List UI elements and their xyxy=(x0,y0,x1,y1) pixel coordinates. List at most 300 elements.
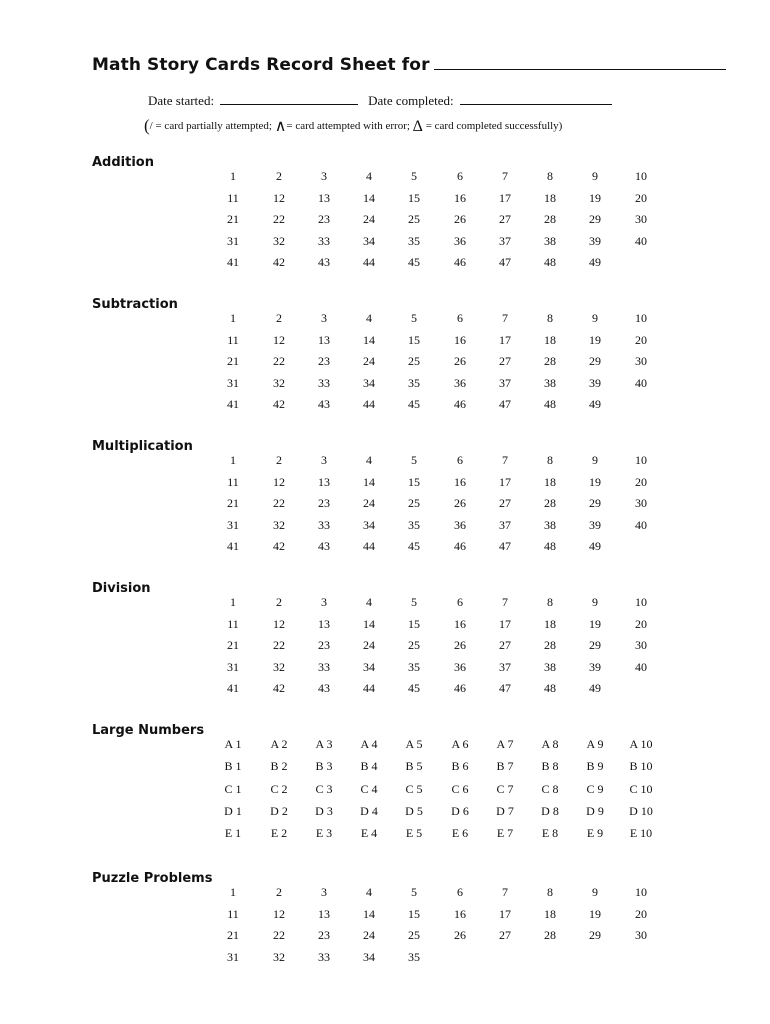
card-number[interactable]: 24 xyxy=(363,496,375,510)
card-number[interactable]: 31 xyxy=(227,517,239,532)
card-number[interactable]: 18 xyxy=(544,906,556,921)
card-number[interactable]: 8 xyxy=(547,311,553,325)
card-number[interactable]: D 4 xyxy=(360,803,378,818)
card-number[interactable]: E 4 xyxy=(360,826,378,841)
card-number[interactable]: 32 xyxy=(273,517,285,532)
card-number[interactable]: E 3 xyxy=(315,826,333,841)
card-number[interactable]: 29 xyxy=(589,496,601,510)
card-number[interactable]: 15 xyxy=(408,616,420,631)
card-number[interactable]: 31 xyxy=(227,233,239,248)
date-completed-blank[interactable] xyxy=(460,92,612,105)
card-number[interactable]: 27 xyxy=(499,638,511,652)
section-title-puzzle-problems: Puzzle Problems xyxy=(92,871,213,886)
card-number[interactable]: 24 xyxy=(363,212,375,226)
card-number[interactable]: 10 xyxy=(635,453,647,467)
card-number[interactable]: 9 xyxy=(592,595,598,609)
card-number[interactable]: 11 xyxy=(227,474,239,489)
card-number[interactable]: 18 xyxy=(544,474,556,489)
card-number[interactable]: 6 xyxy=(457,453,463,467)
card-number[interactable]: 18 xyxy=(544,190,556,205)
card-number[interactable]: 29 xyxy=(589,638,601,652)
date-completed-label: Date completed: xyxy=(368,93,454,108)
card-number[interactable]: 1 xyxy=(230,885,236,899)
legend-slash-text: / = card partially attempted; xyxy=(149,120,272,132)
card-number[interactable]: 36 xyxy=(454,659,466,674)
card-number[interactable]: 18 xyxy=(544,332,556,347)
card-number[interactable]: 20 xyxy=(635,190,647,205)
card-number[interactable]: 3 xyxy=(321,169,327,183)
card-number[interactable]: 42 xyxy=(273,397,285,411)
card-number[interactable]: 49 xyxy=(589,681,601,695)
card-number[interactable]: 48 xyxy=(544,681,556,695)
card-number[interactable]: 20 xyxy=(635,616,647,631)
card-number[interactable]: 15 xyxy=(408,474,420,489)
card-number[interactable]: 30 xyxy=(635,928,647,942)
legend-open-paren: ( xyxy=(144,116,150,135)
card-number[interactable]: A 8 xyxy=(541,737,559,751)
card-number[interactable]: 23 xyxy=(318,638,330,652)
card-number[interactable]: 31 xyxy=(227,375,239,390)
card-number[interactable]: 24 xyxy=(363,638,375,652)
card-number[interactable]: 19 xyxy=(589,332,601,347)
card-number[interactable]: 46 xyxy=(454,397,466,411)
card-number[interactable]: B 6 xyxy=(451,759,469,774)
card-number[interactable]: 39 xyxy=(589,375,601,390)
card-number[interactable]: 33 xyxy=(318,949,330,964)
card-number[interactable]: 2 xyxy=(276,169,282,183)
card-number[interactable]: 39 xyxy=(589,659,601,674)
card-number[interactable]: A 9 xyxy=(586,737,604,751)
card-number[interactable]: 2 xyxy=(276,311,282,325)
card-number[interactable]: 18 xyxy=(544,616,556,631)
card-number[interactable]: 16 xyxy=(454,474,466,489)
card-number[interactable]: 5 xyxy=(411,595,417,609)
card-number[interactable]: 13 xyxy=(318,906,330,921)
card-number[interactable]: 44 xyxy=(363,397,375,411)
card-number[interactable]: 20 xyxy=(635,332,647,347)
section-title-large-numbers: Large Numbers xyxy=(92,723,205,738)
card-number[interactable]: 48 xyxy=(544,397,556,411)
card-number[interactable]: C 4 xyxy=(360,781,378,796)
card-number[interactable]: 1 xyxy=(230,595,236,609)
card-number[interactable]: 42 xyxy=(273,539,285,553)
card-number[interactable]: 45 xyxy=(408,255,420,269)
card-number[interactable]: 1 xyxy=(230,311,236,325)
card-number[interactable]: 23 xyxy=(318,928,330,942)
card-number[interactable]: 38 xyxy=(544,375,556,390)
card-number[interactable]: 7 xyxy=(502,595,508,609)
card-number[interactable]: 17 xyxy=(499,332,511,347)
card-number[interactable]: D 8 xyxy=(541,803,559,818)
card-number[interactable]: 24 xyxy=(363,354,375,368)
card-number[interactable]: B 3 xyxy=(315,759,333,774)
card-number[interactable]: 13 xyxy=(318,474,330,489)
card-number[interactable]: 22 xyxy=(273,354,285,368)
card-number[interactable]: 19 xyxy=(589,474,601,489)
card-number[interactable]: D 2 xyxy=(270,803,288,818)
card-number[interactable]: 16 xyxy=(454,906,466,921)
card-number[interactable]: 15 xyxy=(408,190,420,205)
card-number[interactable]: 36 xyxy=(454,233,466,248)
card-number[interactable]: 7 xyxy=(502,885,508,899)
card-number[interactable]: 31 xyxy=(227,949,239,964)
card-number[interactable]: 11 xyxy=(227,616,239,631)
card-number[interactable]: 32 xyxy=(273,949,285,964)
card-number[interactable]: C 5 xyxy=(405,781,423,796)
legend-caret-text: = card attempted with error; xyxy=(286,120,410,132)
card-number[interactable]: 4 xyxy=(366,169,372,183)
card-number[interactable]: 40 xyxy=(635,375,647,390)
card-number[interactable]: 6 xyxy=(457,311,463,325)
card-number[interactable]: 9 xyxy=(592,453,598,467)
card-number[interactable]: D 1 xyxy=(224,803,242,818)
card-number[interactable]: 5 xyxy=(411,169,417,183)
card-number[interactable]: 25 xyxy=(408,928,420,942)
section-title-addition: Addition xyxy=(92,155,154,170)
card-number[interactable]: 14 xyxy=(363,474,375,489)
card-number[interactable]: 42 xyxy=(273,681,285,695)
caret-icon: ∧ xyxy=(274,118,287,135)
card-number[interactable]: 15 xyxy=(408,332,420,347)
card-number[interactable]: 22 xyxy=(273,928,285,942)
card-number[interactable]: B 2 xyxy=(270,759,288,774)
card-number[interactable]: 48 xyxy=(544,255,556,269)
card-number[interactable]: 25 xyxy=(408,212,420,226)
card-number[interactable]: 44 xyxy=(363,255,375,269)
date-started-label: Date started: xyxy=(148,93,215,108)
card-number[interactable]: 21 xyxy=(227,212,239,226)
card-number[interactable]: 17 xyxy=(499,906,511,921)
card-number[interactable]: 44 xyxy=(363,539,375,553)
card-number[interactable]: A 1 xyxy=(224,737,242,751)
card-number[interactable]: 43 xyxy=(318,255,330,269)
card-number[interactable]: 26 xyxy=(454,638,466,652)
card-number[interactable]: A 10 xyxy=(629,737,653,751)
card-number[interactable]: 11 xyxy=(227,332,239,347)
card-number[interactable]: 11 xyxy=(227,190,239,205)
card-number[interactable]: 14 xyxy=(363,332,375,347)
card-number[interactable]: E 10 xyxy=(629,826,653,841)
card-number[interactable]: A 3 xyxy=(315,737,333,751)
card-number[interactable]: 3 xyxy=(321,311,327,325)
card-number[interactable]: 19 xyxy=(589,616,601,631)
card-number[interactable]: 23 xyxy=(318,212,330,226)
card-number[interactable]: 40 xyxy=(635,233,647,248)
card-number[interactable]: 37 xyxy=(499,233,511,248)
card-number[interactable]: 26 xyxy=(454,354,466,368)
card-number[interactable]: 2 xyxy=(276,453,282,467)
card-number[interactable]: 30 xyxy=(635,496,647,510)
card-number[interactable]: 37 xyxy=(499,517,511,532)
card-number[interactable]: 46 xyxy=(454,681,466,695)
card-number[interactable]: 35 xyxy=(408,659,420,674)
card-number[interactable]: 25 xyxy=(408,496,420,510)
card-number[interactable]: 27 xyxy=(499,928,511,942)
card-number[interactable]: A 7 xyxy=(496,737,514,751)
card-number[interactable]: 4 xyxy=(366,453,372,467)
card-number[interactable]: 48 xyxy=(544,539,556,553)
card-number[interactable]: 26 xyxy=(454,496,466,510)
card-number[interactable]: C 9 xyxy=(586,781,604,796)
card-number[interactable]: C 10 xyxy=(629,781,653,796)
card-number[interactable]: 31 xyxy=(227,659,239,674)
card-number[interactable]: 41 xyxy=(227,681,239,695)
card-number[interactable]: 13 xyxy=(318,190,330,205)
card-number[interactable]: A 5 xyxy=(405,737,423,751)
card-number[interactable]: 38 xyxy=(544,659,556,674)
card-number[interactable]: 7 xyxy=(502,311,508,325)
card-number[interactable]: 2 xyxy=(276,595,282,609)
card-number[interactable]: E 7 xyxy=(496,826,514,841)
card-number[interactable]: 35 xyxy=(408,949,420,964)
card-number[interactable]: D 10 xyxy=(629,803,653,818)
card-number[interactable]: E 6 xyxy=(451,826,469,841)
card-number[interactable]: 12 xyxy=(273,906,285,921)
card-number[interactable]: 10 xyxy=(635,169,647,183)
card-number[interactable]: 35 xyxy=(408,517,420,532)
card-number[interactable]: 21 xyxy=(227,638,239,652)
card-number[interactable]: 35 xyxy=(408,375,420,390)
card-number[interactable]: 28 xyxy=(544,212,556,226)
card-number[interactable]: 23 xyxy=(318,496,330,510)
card-number[interactable]: 33 xyxy=(318,659,330,674)
card-number[interactable]: 49 xyxy=(589,539,601,553)
legend-delta-text: = card completed successfully) xyxy=(425,120,563,132)
card-number[interactable]: 33 xyxy=(318,375,330,390)
card-number[interactable]: 30 xyxy=(635,212,647,226)
card-number[interactable]: 4 xyxy=(366,595,372,609)
card-number[interactable]: 45 xyxy=(408,681,420,695)
card-number[interactable]: 26 xyxy=(454,212,466,226)
card-number[interactable]: 34 xyxy=(363,659,375,674)
card-number[interactable]: 4 xyxy=(366,311,372,325)
card-number[interactable]: 8 xyxy=(547,169,553,183)
card-number[interactable]: 30 xyxy=(635,354,647,368)
card-number[interactable]: 44 xyxy=(363,681,375,695)
card-number[interactable]: 22 xyxy=(273,638,285,652)
card-number[interactable]: 47 xyxy=(499,397,511,411)
card-number[interactable]: 11 xyxy=(227,906,239,921)
card-number[interactable]: 13 xyxy=(318,332,330,347)
card-number[interactable]: 38 xyxy=(544,233,556,248)
card-number[interactable]: B 8 xyxy=(541,759,559,774)
student-name-blank[interactable] xyxy=(434,52,726,70)
card-number[interactable]: 22 xyxy=(273,212,285,226)
card-number[interactable]: 10 xyxy=(635,311,647,325)
card-number[interactable]: B 7 xyxy=(496,759,514,774)
card-number[interactable]: 9 xyxy=(592,885,598,899)
title-text: Math Story Cards Record Sheet for xyxy=(92,55,430,75)
card-number[interactable]: 45 xyxy=(408,539,420,553)
card-number[interactable]: 29 xyxy=(589,354,601,368)
card-number[interactable]: 41 xyxy=(227,539,239,553)
card-number[interactable]: 39 xyxy=(589,517,601,532)
card-number[interactable]: 47 xyxy=(499,255,511,269)
card-number[interactable]: 36 xyxy=(454,517,466,532)
legend xyxy=(144,116,562,136)
card-number[interactable]: 46 xyxy=(454,255,466,269)
card-number[interactable]: 32 xyxy=(273,233,285,248)
card-number[interactable]: A 2 xyxy=(270,737,288,751)
card-number[interactable]: E 1 xyxy=(224,826,242,841)
card-number[interactable]: 46 xyxy=(454,539,466,553)
card-number[interactable]: 28 xyxy=(544,928,556,942)
card-number[interactable]: B 4 xyxy=(360,759,378,774)
card-number[interactable]: 6 xyxy=(457,885,463,899)
card-number[interactable]: E 9 xyxy=(586,826,604,841)
card-number[interactable]: 10 xyxy=(635,595,647,609)
card-number[interactable]: 20 xyxy=(635,474,647,489)
card-number[interactable]: 12 xyxy=(273,332,285,347)
card-number[interactable]: 30 xyxy=(635,638,647,652)
card-number[interactable]: A 6 xyxy=(451,737,469,751)
card-number[interactable]: 27 xyxy=(499,212,511,226)
card-number[interactable]: 19 xyxy=(589,190,601,205)
card-number[interactable]: 43 xyxy=(318,539,330,553)
card-number[interactable]: 7 xyxy=(502,453,508,467)
card-number[interactable]: 16 xyxy=(454,332,466,347)
card-number[interactable]: 26 xyxy=(454,928,466,942)
card-number[interactable]: C 1 xyxy=(224,781,242,796)
card-number[interactable]: 49 xyxy=(589,397,601,411)
card-number[interactable]: 5 xyxy=(411,885,417,899)
card-number[interactable]: E 5 xyxy=(405,826,423,841)
card-number[interactable]: 3 xyxy=(321,595,327,609)
card-number[interactable]: 16 xyxy=(454,190,466,205)
card-number[interactable]: 34 xyxy=(363,949,375,964)
card-number[interactable]: 5 xyxy=(411,311,417,325)
card-number[interactable]: 12 xyxy=(273,474,285,489)
section-title-division: Division xyxy=(92,581,151,596)
card-number[interactable]: 12 xyxy=(273,190,285,205)
card-number[interactable]: 23 xyxy=(318,354,330,368)
card-number[interactable]: 28 xyxy=(544,496,556,510)
card-number[interactable]: 17 xyxy=(499,616,511,631)
card-number[interactable]: 17 xyxy=(499,474,511,489)
card-number[interactable]: E 8 xyxy=(541,826,559,841)
card-number[interactable]: 25 xyxy=(408,638,420,652)
card-number[interactable]: 35 xyxy=(408,233,420,248)
card-number[interactable]: 22 xyxy=(273,496,285,510)
card-number[interactable]: 3 xyxy=(321,453,327,467)
card-number[interactable]: 47 xyxy=(499,681,511,695)
card-number[interactable]: B 1 xyxy=(224,759,242,774)
card-number[interactable]: 6 xyxy=(457,595,463,609)
card-number[interactable]: 42 xyxy=(273,255,285,269)
card-number[interactable]: C 2 xyxy=(270,781,288,796)
card-number[interactable]: 27 xyxy=(499,496,511,510)
delta-icon: Δ xyxy=(412,118,423,135)
card-number[interactable]: 1 xyxy=(230,169,236,183)
card-number[interactable]: 14 xyxy=(363,616,375,631)
card-number[interactable]: 9 xyxy=(592,169,598,183)
card-number[interactable]: 36 xyxy=(454,375,466,390)
card-number[interactable]: 28 xyxy=(544,638,556,652)
card-number[interactable]: 8 xyxy=(547,885,553,899)
card-number[interactable]: 33 xyxy=(318,517,330,532)
card-number[interactable]: 41 xyxy=(227,255,239,269)
card-number[interactable]: D 6 xyxy=(451,803,469,818)
card-number[interactable]: 7 xyxy=(502,169,508,183)
card-number[interactable]: 4 xyxy=(366,885,372,899)
card-number[interactable]: 21 xyxy=(227,354,239,368)
card-number[interactable]: 34 xyxy=(363,375,375,390)
card-number[interactable]: 9 xyxy=(592,311,598,325)
card-number[interactable]: 29 xyxy=(589,212,601,226)
card-number[interactable]: 32 xyxy=(273,659,285,674)
date-line xyxy=(148,92,612,109)
card-number[interactable]: D 3 xyxy=(315,803,333,818)
card-number[interactable]: 41 xyxy=(227,397,239,411)
card-number[interactable]: 33 xyxy=(318,233,330,248)
card-number[interactable]: 19 xyxy=(589,906,601,921)
card-number[interactable]: 6 xyxy=(457,169,463,183)
card-number[interactable]: 45 xyxy=(408,397,420,411)
card-number[interactable]: B 9 xyxy=(586,759,604,774)
card-number[interactable]: 1 xyxy=(230,453,236,467)
card-number[interactable]: 32 xyxy=(273,375,285,390)
card-number[interactable]: C 8 xyxy=(541,781,559,796)
card-number[interactable]: 8 xyxy=(547,453,553,467)
card-number[interactable]: 29 xyxy=(589,928,601,942)
card-number[interactable]: D 5 xyxy=(405,803,423,818)
card-number[interactable]: 14 xyxy=(363,906,375,921)
card-number[interactable]: 16 xyxy=(454,616,466,631)
card-number[interactable]: D 9 xyxy=(586,803,604,818)
card-number[interactable]: 39 xyxy=(589,233,601,248)
card-number[interactable]: 24 xyxy=(363,928,375,942)
card-number[interactable]: C 7 xyxy=(496,781,514,796)
card-number[interactable]: 28 xyxy=(544,354,556,368)
card-number[interactable]: 37 xyxy=(499,659,511,674)
card-number[interactable]: 43 xyxy=(318,397,330,411)
card-number[interactable]: 20 xyxy=(635,906,647,921)
card-number[interactable]: D 7 xyxy=(496,803,514,818)
card-number[interactable]: 21 xyxy=(227,496,239,510)
date-started-blank[interactable] xyxy=(220,92,358,105)
card-number[interactable]: 5 xyxy=(411,453,417,467)
card-number[interactable]: 14 xyxy=(363,190,375,205)
card-number[interactable]: C 6 xyxy=(451,781,469,796)
card-number[interactable]: 8 xyxy=(547,595,553,609)
card-number[interactable]: 13 xyxy=(318,616,330,631)
card-number[interactable]: 47 xyxy=(499,539,511,553)
card-number[interactable]: 37 xyxy=(499,375,511,390)
card-number[interactable]: B 10 xyxy=(629,759,653,774)
card-number[interactable]: 40 xyxy=(635,659,647,674)
card-number[interactable]: 15 xyxy=(408,906,420,921)
card-number[interactable]: 34 xyxy=(363,233,375,248)
card-number[interactable]: 17 xyxy=(499,190,511,205)
card-number[interactable]: 21 xyxy=(227,928,239,942)
card-number[interactable]: 49 xyxy=(589,255,601,269)
card-number[interactable]: C 3 xyxy=(315,781,333,796)
card-number[interactable]: A 4 xyxy=(360,737,378,751)
card-number[interactable]: 27 xyxy=(499,354,511,368)
card-number[interactable]: 34 xyxy=(363,517,375,532)
card-number[interactable]: 43 xyxy=(318,681,330,695)
card-number[interactable]: E 2 xyxy=(270,826,288,841)
card-number[interactable]: 10 xyxy=(635,885,647,899)
card-number[interactable]: 38 xyxy=(544,517,556,532)
card-number[interactable]: 2 xyxy=(276,885,282,899)
card-number[interactable]: 3 xyxy=(321,885,327,899)
page-title xyxy=(92,52,726,75)
card-number[interactable]: 12 xyxy=(273,616,285,631)
card-number[interactable]: B 5 xyxy=(405,759,423,774)
card-number[interactable]: 40 xyxy=(635,517,647,532)
card-number[interactable]: 25 xyxy=(408,354,420,368)
